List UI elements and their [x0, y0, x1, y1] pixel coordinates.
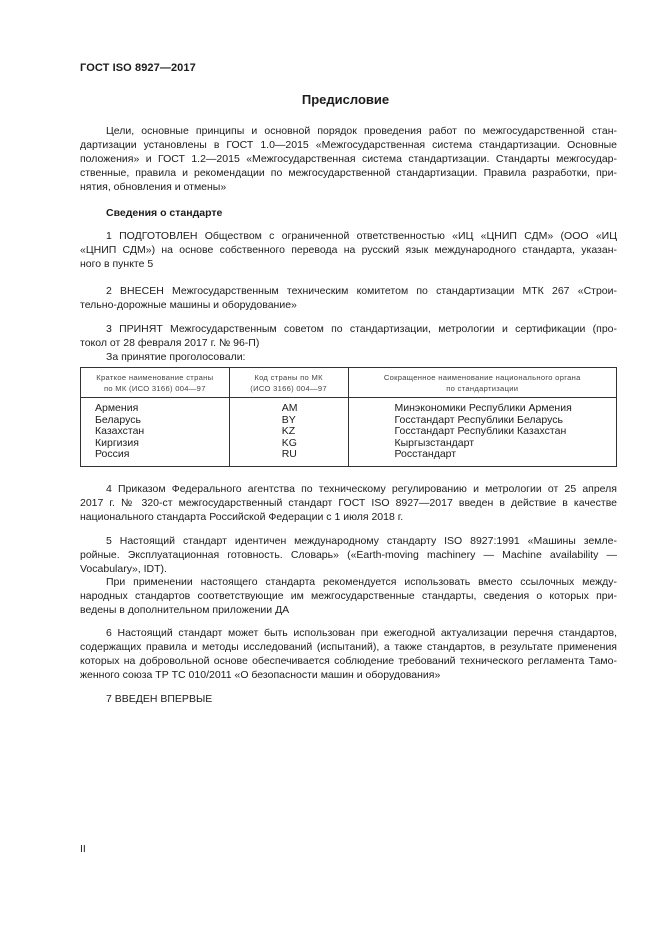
agency-name: Госстандарт Республики Беларусь — [394, 413, 563, 426]
text-line: 3 ПРИНЯТ Межгосударственным советом по стандартизации, метрологии и сертификации (про- — [106, 323, 617, 335]
item-5-paragraph — [80, 534, 617, 576]
table-header-row — [81, 368, 617, 398]
text-line: которых на добровольной основе обеспечивается соблюдение требований технического регламента Тамо- — [80, 655, 617, 667]
agency-name: Госстандарт Республики Казахстан — [394, 425, 567, 437]
code-column — [229, 398, 348, 467]
item-1-paragraph — [80, 229, 617, 271]
text-line: положения» и ГОСТ 1.2—2015 «Межгосударственная система стандартизации. Стандарты межгосудар- — [80, 153, 617, 165]
text-line: ведены в дополнительном приложении ДА — [80, 604, 290, 616]
text-line: содержащих правила и методы исследований (испытаний), а также стандартов, в результате применения — [80, 641, 617, 653]
standard-code: ГОСТ ISO 8927—2017 — [80, 62, 196, 74]
country-code: KZ — [281, 425, 296, 437]
intro-paragraph — [80, 124, 617, 194]
text-line: 5 Настоящий стандарт идентичен международному стандарту ISO 8927:1991 «Машины земле- — [106, 535, 617, 547]
text-line: токол от 28 февраля 2017 г. № 96-П) — [80, 337, 260, 349]
header-line: Код страны по МК — [254, 373, 323, 382]
text-line: 1 ПОДГОТОВЛЕН Обществом с ограниченной ответственностью «ИЦ «ЦНИП СДМ» (ООО «ИЦ — [106, 230, 617, 242]
header-country-name — [81, 368, 230, 398]
text-line: женного союза ТР ТС 010/2011 «О безопасности машин и оборудования» — [80, 669, 441, 681]
text-line: ственные, правила и рекомендации по межгосударственной стандартизации. Правила разработки, при- — [80, 167, 617, 179]
agency-name: Минэкономики Республики Армения — [394, 402, 572, 414]
item-6-paragraph — [80, 626, 617, 682]
header-line: по стандартизации — [446, 384, 519, 393]
page-title: Предисловие — [301, 92, 390, 107]
agency-column — [348, 398, 617, 467]
country-name: Казахстан — [95, 425, 145, 437]
text-line: Цели, основные принципы и основной порядок проведения работ по межгосударственной стан- — [106, 125, 617, 137]
agency-name: Кыргызстандарт — [394, 436, 475, 449]
header-line: (ИСО 3166) 004—97 — [250, 384, 327, 393]
country-name: Армения — [95, 402, 139, 414]
page-number: II — [80, 843, 86, 855]
text-line: 2 ВНЕСЕН Межгосударственным техническим комитетом по стандартизации МТК 267 «Строи- — [106, 285, 617, 297]
country-column — [81, 398, 230, 467]
table-row — [81, 398, 617, 467]
header-line: по МК (ИСО 3166) 004—97 — [103, 384, 206, 393]
section-heading: Сведения о стандарте — [106, 207, 223, 219]
item-2-paragraph — [80, 284, 617, 312]
text-line: 2017 г. № 320-ст межгосударственный стандарт ГОСТ ISO 8927—2017 введен в действие в качестве — [80, 497, 617, 509]
country-code: RU — [281, 448, 297, 460]
country-code: KG — [281, 436, 297, 449]
text-line: ройные. Эксплуатационная готовность. Словарь» («Earth-moving machinery — Machine availability — — [80, 549, 617, 561]
text-line: 7 ВВЕДЕН ВПЕРВЫЕ — [106, 693, 213, 705]
text-line: дартизации установлены в ГОСТ 1.0—2015 «Межгосударственная система стандартизации. Основные — [80, 139, 617, 151]
text-line: 4 Приказом Федерального агентства по техническому регулированию и метрологии от 25 апреля — [106, 483, 617, 495]
text-line: «ЦНИП СДМ») на основе собственного перевода на русский язык международного стандарта, указан- — [80, 244, 617, 256]
header-agency — [348, 368, 617, 398]
text-line: национального стандарта Российской Федерации с 1 июля 2018 г. — [80, 511, 404, 523]
item-7-paragraph — [80, 692, 617, 706]
text-line: ного в пункте 5 — [80, 258, 154, 270]
voting-table — [80, 367, 617, 467]
item-3-paragraph — [80, 322, 617, 364]
header-line: Сокращенное наименование национального органа — [383, 373, 581, 382]
country-name: Беларусь — [95, 413, 141, 426]
header-country-code — [229, 368, 348, 398]
country-code: AM — [281, 402, 298, 414]
text-line: тельно-дорожные машины и оборудование» — [80, 299, 297, 311]
text-line: Vocabulary», IDT). — [80, 563, 167, 575]
country-name: Киргизия — [95, 436, 139, 449]
text-line: 6 Настоящий стандарт может быть использован при ежегодной актуализации перечня стандартов, — [106, 627, 617, 639]
text-line: При применении настоящего стандарта рекомендуется использовать вместо ссылочных между- — [106, 576, 617, 588]
header-line: Краткое наименование страны — [96, 373, 214, 382]
item-4-paragraph — [80, 482, 617, 524]
country-name: Россия — [95, 448, 130, 460]
text-line: народных стандартов соответствующие им межгосударственные стандарты, сведения о которых при- — [80, 590, 617, 602]
country-code: BY — [281, 413, 296, 426]
item-5-note-paragraph — [80, 575, 617, 617]
text-line: За принятие проголосовали: — [106, 351, 246, 363]
agency-name: Росстандарт — [394, 448, 457, 460]
text-line: нятия, обновления и отмены» — [80, 181, 227, 193]
